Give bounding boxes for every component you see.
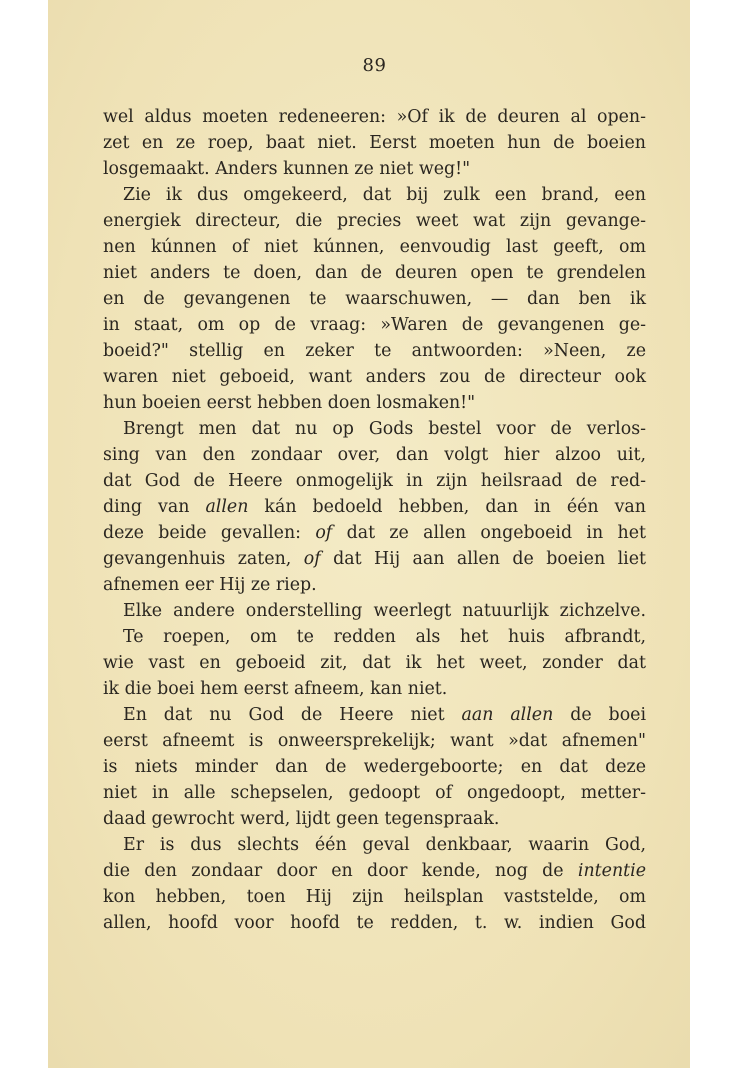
text-line: wel aldus moeten redeneeren: »Of ik de deuren al open- [103,107,646,127]
text-line: afnemen eer Hij ze riep. [103,575,317,595]
text-line: hun boeien eerst hebben doen losmaken!" [103,393,476,413]
text-line: en de gevangenen te waarschuwen, — dan ben ik [103,289,646,309]
text-line: daad gewrocht werd, lijdt geen tegenspraak. [103,809,500,829]
text-line: wie vast en geboeid zit, dat ik het weet, zonder dat [103,653,646,673]
text-line: energiek directeur, die precies weet wat zijn gevange- [103,211,646,231]
text-line: waren niet geboeid, want anders zou de directeur ook [103,367,646,387]
text-line: boeid?" stellig en zeker te antwoorden: »Neen, ze [103,341,646,361]
text-line: in staat, om op de vraag: »Waren de gevangenen ge- [103,315,646,335]
italic-emphasis: allen [205,497,249,517]
text-line: die den zondaar door en door kende, nog de intentie [103,861,646,881]
text-line: Elke andere onderstelling weerlegt natuurlijk zichzelve. [123,601,646,621]
text-line: allen, hoofd voor hoofd te redden, t. w. indien God [103,913,646,933]
text-line: Te roepen, om te redden als het huis afbrandt, [123,627,646,647]
text-line: dat God de Heere onmogelijk in zijn heilsraad de red- [103,471,646,491]
text-line: is niets minder dan de wedergeboorte; en dat deze [103,757,646,777]
text-line: zet en ze roep, baat niet. Eerst moeten hun de boeien [103,133,646,153]
text-line: deze beide gevallen: of dat ze allen ongeboeid in het [103,523,646,543]
text-line: niet in alle schepselen, gedoopt of ongedoopt, metter- [103,783,646,803]
text-line: nen kúnnen of niet kúnnen, eenvoudig last geeft, om [103,237,646,257]
text-line: Brengt men dat nu op Gods bestel voor de verlos- [123,419,646,439]
text-line: losgemaakt. Anders kunnen ze niet weg!" [103,159,471,179]
italic-emphasis: intentie [577,861,646,881]
page-number: 89 [362,55,387,76]
text-line: Zie ik dus omgekeerd, dat bij zulk een brand, een [123,185,646,205]
text-line: niet anders te doen, dan de deuren open te grendelen [103,263,646,283]
text-line: eerst afneemt is onweersprekelijk; want »dat afnemen" [103,731,646,751]
italic-emphasis: aan allen [461,705,554,725]
text-line: kon hebben, toen Hij zijn heilsplan vaststelde, om [103,887,646,907]
text-line: ik die boei hem eerst afneem, kan niet. [103,679,448,699]
italic-emphasis: of [315,523,333,543]
text-line: ding van allen kán bedoeld hebben, dan in één van [103,497,646,517]
text-line: Er is dus slechts één geval denkbaar, waarin God, [123,835,646,855]
text-line: gevangenhuis zaten, of dat Hij aan allen de boeien liet [103,549,646,569]
book-page [48,0,690,1068]
italic-emphasis: of [303,549,321,569]
text-line: En dat nu God de Heere niet aan allen de boei [123,705,647,725]
text-line: sing van den zondaar over, dan volgt hier alzoo uit, [103,445,646,465]
